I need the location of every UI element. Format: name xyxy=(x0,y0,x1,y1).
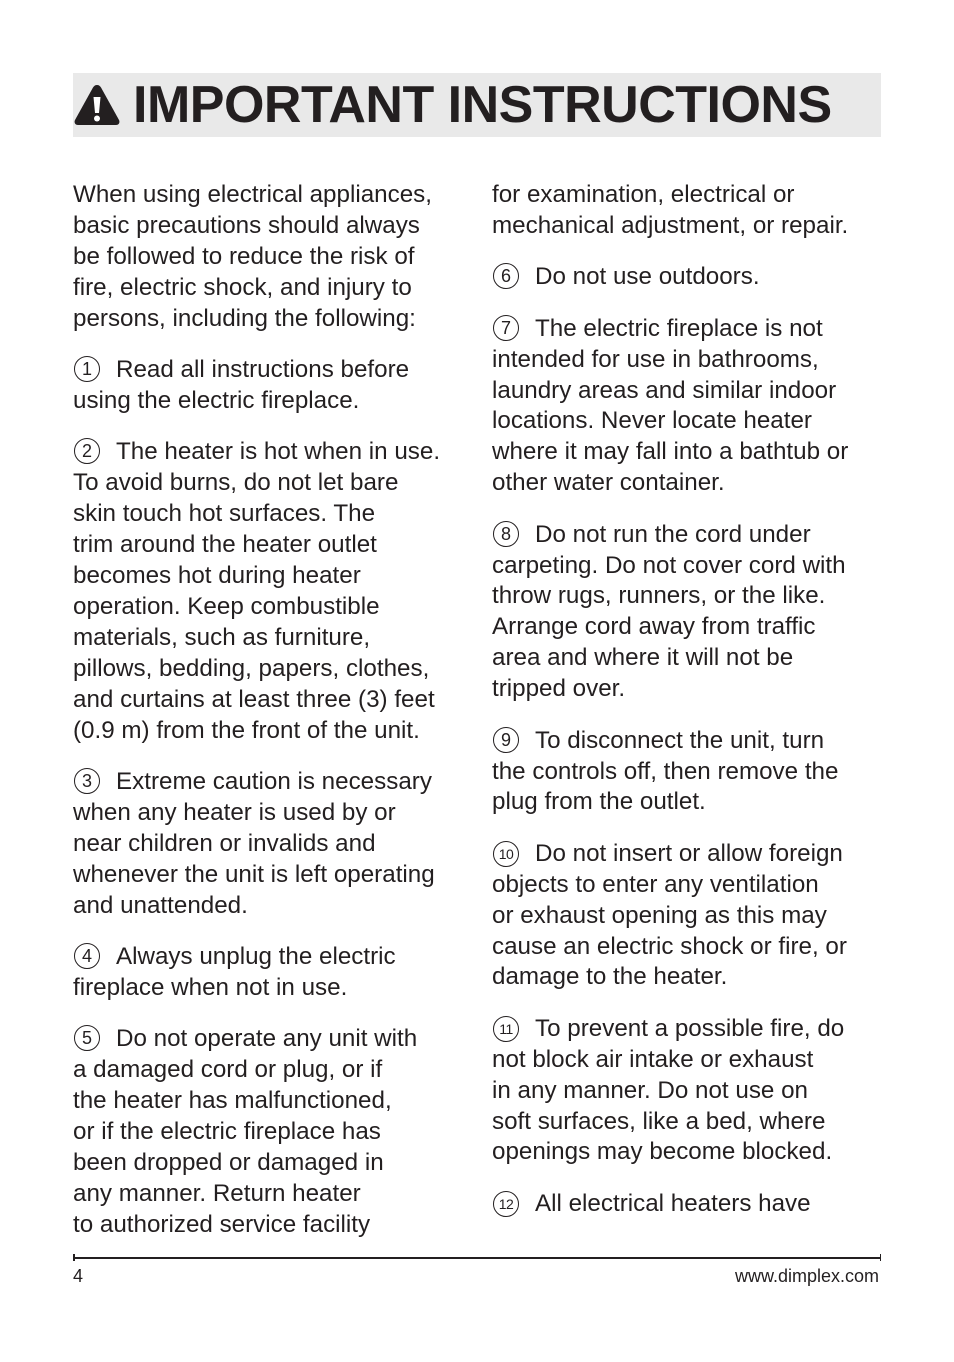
instruction-4 xyxy=(73,942,465,1004)
number-circle: 7 xyxy=(493,315,519,341)
number-circle: 10 xyxy=(493,841,519,867)
number-circle: 9 xyxy=(493,727,519,753)
number-circle: 2 xyxy=(74,438,100,464)
instruction-1 xyxy=(73,355,465,417)
instruction-11 xyxy=(492,1014,882,1169)
footer-divider xyxy=(73,1257,881,1259)
page-number: 4 xyxy=(73,1266,84,1286)
instruction-text: To prevent a possible fire, do not block air intake or exhaust in any manner. Do not use on soft surfaces, like a bed, where openings may become blocked. xyxy=(492,1014,845,1166)
number-circle: 4 xyxy=(74,943,100,969)
instruction-text: Do not insert or allow foreign objects to enter any ventilation or exhaust opening as this may cause an electric shock or fire, or damage to the heater. xyxy=(492,839,847,991)
instruction-5 xyxy=(73,1024,465,1240)
number-circle: 12 xyxy=(493,1191,519,1217)
instruction-10 xyxy=(492,839,882,994)
instruction-text: Extreme caution is necessary when any heater is used by or near children or invalids and whenever the unit is left operating and unattended. xyxy=(73,767,435,919)
page-title: IMPORTANT INSTRUCTIONS xyxy=(133,76,832,134)
left-column xyxy=(73,180,465,1261)
instruction-text: Always unplug the electric fireplace when not in use. xyxy=(73,942,396,1001)
instruction-9 xyxy=(492,726,882,819)
instruction-text: Read all instructions before using the electric fireplace. xyxy=(73,356,410,414)
warning-triangle-icon xyxy=(73,83,121,127)
instruction-6 xyxy=(492,262,882,293)
instruction-text: The heater is hot when in use. To avoid burns, do not let bare skin touch hot surfaces. The trim around the heater outlet becomes hot during heater operation. Keep combustible materials, such as furniture, pillows, bedding, papers, clothes, and curtains at least three (3) feet (0.9 m) from the front of the unit. xyxy=(73,438,441,744)
instruction-text: Do not run the cord under carpeting. Do not cover cord with throw rugs, runners, or the like. Arrange cord away from traffic area and where it will not be tripped over. xyxy=(492,520,846,703)
instruction-text: Do not operate any unit with a damaged cord or plug, or if the heater has malfunctioned, or if the electric fireplace has been dropped or damaged in any manner. Return heater to authorized service facility xyxy=(73,1025,418,1238)
instruction-text: To disconnect the unit, turn the controls off, then remove the plug from the outlet. xyxy=(492,726,839,816)
instruction-text: Do not use outdoors. xyxy=(535,263,760,291)
instruction-text: The electric fireplace is not intended for use in bathrooms, laundry areas and similar indoor locations. Never locate heater where it may fall into a bathtub or other water container. xyxy=(492,314,849,497)
instruction-text: All electrical heaters have xyxy=(535,1189,811,1217)
number-circle: 11 xyxy=(493,1016,519,1042)
website-url: www.dimplex.com xyxy=(734,1266,879,1286)
number-circle: 8 xyxy=(493,521,519,547)
instruction-8 xyxy=(492,520,882,705)
number-circle: 3 xyxy=(74,768,100,794)
title-banner xyxy=(73,73,881,137)
number-circle: 6 xyxy=(493,263,519,289)
instruction-2 xyxy=(73,437,465,746)
intro-paragraph: When using electrical appliances, basic precautions should always be followed to reduce the risk of fire, electric shock, and injury to persons, including the following: xyxy=(73,181,432,332)
number-circle: 5 xyxy=(74,1025,100,1051)
number-circle: 1 xyxy=(74,356,100,382)
right-column xyxy=(492,180,882,1240)
instruction-5-continued: for examination, electrical or mechanical adjustment, or repair. xyxy=(492,181,849,239)
instruction-3 xyxy=(73,767,465,922)
instruction-12 xyxy=(492,1189,882,1220)
instruction-7 xyxy=(492,314,882,499)
